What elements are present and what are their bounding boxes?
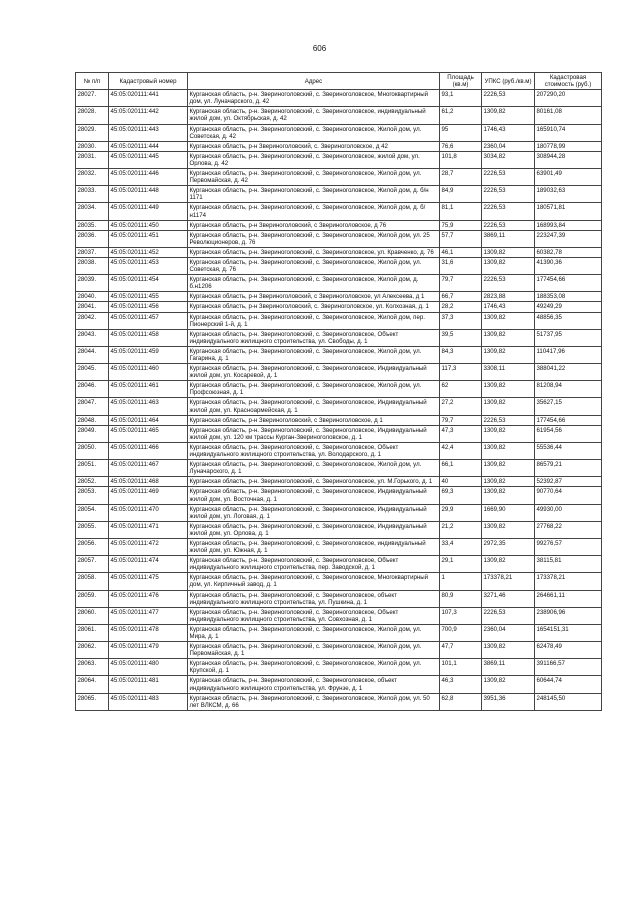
cell-num: 28065. (76, 693, 109, 710)
cell-upks: 3951,36 (482, 693, 535, 710)
table-row (76, 329, 602, 346)
page-number: 606 (312, 44, 327, 53)
cell-cadastral-number: 45:05:020111:444 (109, 141, 188, 151)
cell-cadastral-cost: 1654151,31 (535, 624, 602, 641)
cell-cadastral-number: 45:05:020111:453 (109, 257, 188, 274)
table-row (76, 607, 602, 624)
cell-num: 28046. (76, 381, 109, 398)
cell-area: 76,6 (440, 141, 482, 151)
cell-address: Курганская область, р-н. Звериноголовский, с. Звериноголовское, Индивидуальный жилой дом, ул. 120 км трассы Курган-Звериноголовское, д. 1 (188, 425, 440, 442)
cell-cadastral-cost: 207290,20 (535, 90, 602, 107)
cell-cadastral-cost: 391166,57 (535, 659, 602, 676)
cell-cadastral-number: 45:05:020111:474 (109, 556, 188, 573)
cell-cadastral-cost: 388041,22 (535, 364, 602, 381)
cell-upks: 2360,04 (482, 624, 535, 641)
cell-cadastral-cost: 189032,63 (535, 186, 602, 203)
cell-address: Курганская область, р-н. Звериноголовский, с. Звериноголовское, Жилой дом, ул. Луначарского, д. 1 (188, 460, 440, 477)
cell-cadastral-cost: 60382,78 (535, 247, 602, 257)
cell-num: 28060. (76, 607, 109, 624)
cell-upks: 1669,90 (482, 504, 535, 521)
table-row (76, 247, 602, 257)
cell-address: Курганская область, р-н. Звериноголовский, с. Звериноголовское, ул. М.Горького, д. 1 (188, 477, 440, 487)
cell-upks: 1309,82 (482, 329, 535, 346)
table-row (76, 107, 602, 124)
cell-cadastral-number: 45:05:020111:472 (109, 538, 188, 555)
cell-address: Курганская область, р-н Звериноголовский, с Звериноголовское, д 76 (188, 220, 440, 230)
cell-upks: 1309,82 (482, 556, 535, 573)
cell-upks: 2226,53 (482, 275, 535, 292)
table-row (76, 538, 602, 555)
cell-upks: 1746,43 (482, 124, 535, 141)
table-row (76, 186, 602, 203)
cell-area: 28,7 (440, 169, 482, 186)
cell-cadastral-cost: 173378,21 (535, 573, 602, 590)
cell-upks: 173378,21 (482, 573, 535, 590)
cell-num: 28045. (76, 364, 109, 381)
cell-address: Курганская область, р-н. Звериноголовский, с. Звериноголовское, Жилой дом, ул. 25 Революционеров, д. 76 (188, 230, 440, 247)
cell-num: 28054. (76, 504, 109, 521)
cell-area: 28,2 (440, 302, 482, 312)
table-row (76, 292, 602, 302)
table-row (76, 230, 602, 247)
cell-upks: 2226,53 (482, 186, 535, 203)
cell-num: 28063. (76, 659, 109, 676)
table-row (76, 590, 602, 607)
cell-cadastral-cost: 308944,28 (535, 151, 602, 168)
cell-address: Курганская область, р-н. Звериноголовский, с. Звериноголовское, Жилой дом, ул. Крупской, д. 1 (188, 659, 440, 676)
cell-area: 27,2 (440, 398, 482, 415)
cell-cadastral-number: 45:05:020111:464 (109, 415, 188, 425)
cell-cadastral-cost: 62478,49 (535, 642, 602, 659)
cell-num: 28044. (76, 346, 109, 363)
cell-upks: 2226,53 (482, 220, 535, 230)
cell-address: Курганская область, р-н Звериноголовский, с. Звериноголовское, ул. Колхозная, д. 1 (188, 302, 440, 312)
table-row (76, 302, 602, 312)
cell-address: Курганская область, р-н. Звериноголовский, с. Звериноголовское, Жилой дом, ул. Советская, д. 42 (188, 124, 440, 141)
cell-address: Курганская область, р-н. Звериноголовский, с. Звериноголовское, Жилой дом, ул. Первомайская, д. 1 (188, 642, 440, 659)
cell-address: Курганская область, р-н Звериноголовский, с Звериноголовское, ул Алексеева, д 1 (188, 292, 440, 302)
header-address: Адрес (188, 73, 440, 90)
cell-num: 28056. (76, 538, 109, 555)
table-row (76, 124, 602, 141)
cell-num: 28041. (76, 302, 109, 312)
cell-num: 28043. (76, 329, 109, 346)
cell-address: Курганская область, р-н. Звериноголовский, с. Звериноголовское, Индивидуальный жилой дом, ул. Косаревой, д. 1 (188, 364, 440, 381)
cell-area: 42,4 (440, 442, 482, 459)
cell-area: 46,3 (440, 676, 482, 693)
cell-cadastral-cost: 80161,08 (535, 107, 602, 124)
cell-cadastral-cost: 177454,66 (535, 275, 602, 292)
cell-address: Курганская область, р-н. Звериноголовский, с. Звериноголовское, объект индивидуального жилищного строительства, ул. Пушкина, д. 1 (188, 590, 440, 607)
cell-cadastral-number: 45:05:020111:451 (109, 230, 188, 247)
cell-address: Курганская область, р-н. Звериноголовский, с. Звериноголовское, Жилой дом, ул. 50 лет ВЛКСМ, д. 66 (188, 693, 440, 710)
cell-cadastral-number: 45:05:020111:456 (109, 302, 188, 312)
cell-upks: 2226,53 (482, 415, 535, 425)
table-row (76, 381, 602, 398)
cell-upks: 1746,43 (482, 302, 535, 312)
cell-upks: 2823,88 (482, 292, 535, 302)
cell-address: Курганская область, р-н Звериноголовский, с Звериноголовское, д 1 (188, 415, 440, 425)
cell-address: Курганская область, р-н. Звериноголовский, с. Звериноголовское, объект индивидуального жилищного строительства, ул. Фрунзе, д. 1 (188, 676, 440, 693)
cell-cadastral-number: 45:05:020111:460 (109, 364, 188, 381)
cell-area: 66,7 (440, 292, 482, 302)
cell-num: 28028. (76, 107, 109, 124)
cell-address: Курганская область, р-н. Звериноголовский, с. Звериноголовское, Жилой дом, д. б/н1174 (188, 203, 440, 220)
table-row (76, 415, 602, 425)
cell-cadastral-cost: 177454,66 (535, 415, 602, 425)
cell-num: 28039. (76, 275, 109, 292)
cell-num: 28059. (76, 590, 109, 607)
table-row (76, 693, 602, 710)
header-upks: УПКС (руб./кв.м) (482, 73, 535, 90)
cell-cadastral-number: 45:05:020111:468 (109, 477, 188, 487)
table-row (76, 573, 602, 590)
cell-upks: 1309,82 (482, 398, 535, 415)
cell-cadastral-cost: 35627,15 (535, 398, 602, 415)
cell-upks: 2972,35 (482, 538, 535, 555)
cell-upks: 2226,53 (482, 169, 535, 186)
cell-area: 21,2 (440, 521, 482, 538)
table-row (76, 90, 602, 107)
cell-upks: 3869,11 (482, 659, 535, 676)
cell-cadastral-cost: 49930,00 (535, 504, 602, 521)
cell-address: Курганская область, р-н. Звериноголовский, с. Звериноголовское, Жилой дом, пер. Пионерский 1-й, д. 1 (188, 312, 440, 329)
cell-num: 28029. (76, 124, 109, 141)
cell-num: 28064. (76, 676, 109, 693)
cell-area: 47,7 (440, 642, 482, 659)
table-row (76, 257, 602, 274)
cell-upks: 1309,82 (482, 425, 535, 442)
cell-upks: 3271,46 (482, 590, 535, 607)
cell-address: Курганская область, р-н. Звериноголовский, с. Звериноголовское, Жилой дом, ул. Мира, д. 1 (188, 624, 440, 641)
table-row (76, 220, 602, 230)
cell-area: 84,9 (440, 186, 482, 203)
cell-cadastral-cost: 61954,56 (535, 425, 602, 442)
cell-cadastral-number: 45:05:020111:478 (109, 624, 188, 641)
cell-area: 29,9 (440, 504, 482, 521)
cell-area: 37,3 (440, 312, 482, 329)
cell-cadastral-number: 45:05:020111:452 (109, 247, 188, 257)
cell-cadastral-number: 45:05:020111:476 (109, 590, 188, 607)
cell-cadastral-cost: 51737,95 (535, 329, 602, 346)
cell-address: Курганская область, р-н. Звериноголовский, с. Звериноголовское, Многоквартирный дом, ул. Кирпичный завод, д. 1 (188, 573, 440, 590)
cell-num: 28051. (76, 460, 109, 477)
cell-num: 28038. (76, 257, 109, 274)
table-row (76, 504, 602, 521)
table-row (76, 477, 602, 487)
cell-address: Курганская область, р-н. Звериноголовский, с. Звериноголовское, Индивидуальный жилой дом, ул. Восточная, д. 1 (188, 487, 440, 504)
cell-address: Курганская область, р-н. Звериноголовский, с. Звериноголовское, Индивидуальный жилой дом, ул. Орлова, д. 1 (188, 521, 440, 538)
cell-num: 28033. (76, 186, 109, 203)
table-row (76, 676, 602, 693)
cell-cadastral-number: 45:05:020111:455 (109, 292, 188, 302)
cell-cadastral-number: 45:05:020111:461 (109, 381, 188, 398)
cell-cadastral-number: 45:05:020111:457 (109, 312, 188, 329)
cell-cadastral-number: 45:05:020111:471 (109, 521, 188, 538)
cell-cadastral-cost: 27768,22 (535, 521, 602, 538)
cell-cadastral-number: 45:05:020111:469 (109, 487, 188, 504)
cell-address: Курганская область, р-н. Звериноголовский, с. Звериноголовское, Объект индивидуального жилищного строительства, ул. Свободы, д. 1 (188, 329, 440, 346)
cell-area: 31,6 (440, 257, 482, 274)
cell-address: Курганская область, р-н. Звериноголовский, с. Звериноголовское, Многоквартирный дом, ул. Луначарского, д. 42 (188, 90, 440, 107)
cell-num: 28058. (76, 573, 109, 590)
table-row (76, 398, 602, 415)
cell-address: Курганская область, р-н. Звериноголовский, с. Звериноголовское, Жилой дом, ул. Гагарина, д. 1 (188, 346, 440, 363)
cell-cadastral-cost: 110417,96 (535, 346, 602, 363)
cell-address: Курганская область, р-н. Звериноголовский, с. Звериноголовское, Индивидуальный жилой дом, ул. Красноармейская, д. 1 (188, 398, 440, 415)
table-row (76, 151, 602, 168)
cell-upks: 1309,82 (482, 642, 535, 659)
cell-cadastral-number: 45:05:020111:481 (109, 676, 188, 693)
cell-cadastral-cost: 180778,99 (535, 141, 602, 151)
table-row (76, 275, 602, 292)
cell-address: Курганская область, р-н. Звериноголовский, с. Звериноголовское, Объект индивидуального жилищного строительства, ул. Совхозная, д. 1 (188, 607, 440, 624)
table-row (76, 442, 602, 459)
cell-cadastral-cost: 48856,35 (535, 312, 602, 329)
cell-cadastral-cost: 248145,50 (535, 693, 602, 710)
table-body (76, 90, 602, 711)
cell-upks: 1309,82 (482, 381, 535, 398)
cell-cadastral-number: 45:05:020111:443 (109, 124, 188, 141)
cell-cadastral-number: 45:05:020111:470 (109, 504, 188, 521)
cell-cadastral-cost: 60644,74 (535, 676, 602, 693)
cell-cadastral-number: 45:05:020111:449 (109, 203, 188, 220)
cell-num: 28049. (76, 425, 109, 442)
table-header-row (76, 73, 602, 90)
cell-upks: 1309,82 (482, 312, 535, 329)
cell-address: Курганская область, р-н. Звериноголовский, с. Звериноголовское, Объект индивидуального жилищного строительства, ул. Володарского, д. 1 (188, 442, 440, 459)
cell-num: 28030. (76, 141, 109, 151)
cell-cadastral-number: 45:05:020111:446 (109, 169, 188, 186)
cell-area: 117,3 (440, 364, 482, 381)
cell-area: 81,1 (440, 203, 482, 220)
cell-num: 28032. (76, 169, 109, 186)
cell-address: Курганская область, р-н. Звериноголовский, с. Звериноголовское, Жилой дом, ул. Советская, д. 76 (188, 257, 440, 274)
cell-cadastral-number: 45:05:020111:475 (109, 573, 188, 590)
table-row (76, 487, 602, 504)
cell-area: 95 (440, 124, 482, 141)
cell-address: Курганская область, р-н. Звериноголовский, с. Звериноголовское, индивидуальный жилой дом, ул. Южная, д. 1 (188, 538, 440, 555)
cell-cadastral-cost: 41390,36 (535, 257, 602, 274)
cell-area: 84,3 (440, 346, 482, 363)
cell-cadastral-cost: 55536,44 (535, 442, 602, 459)
cell-cadastral-cost: 180571,81 (535, 203, 602, 220)
cell-upks: 1309,82 (482, 442, 535, 459)
cell-cadastral-cost: 52392,87 (535, 477, 602, 487)
table-row (76, 203, 602, 220)
header-area: Площадь (кв.м) (440, 73, 482, 90)
table-row (76, 364, 602, 381)
cell-num: 28047. (76, 398, 109, 415)
table-row (76, 642, 602, 659)
cell-num: 28035. (76, 220, 109, 230)
header-num: № п/п (76, 73, 109, 90)
cell-address: Курганская область, р-н. Звериноголовский, с. Звериноголовское, жилой дом, ул. Орлова, д. 42 (188, 151, 440, 168)
cell-num: 28053. (76, 487, 109, 504)
cell-cadastral-cost: 238906,96 (535, 607, 602, 624)
table-row (76, 425, 602, 442)
cell-area: 39,5 (440, 329, 482, 346)
cell-address: Курганская область, р-н Звериноголовский, с. Звериноголовское, д 42 (188, 141, 440, 151)
cell-cadastral-number: 45:05:020111:459 (109, 346, 188, 363)
cell-area: 57,7 (440, 230, 482, 247)
cell-address: Курганская область, р-н. Звериноголовский, с. Звериноголовское, Объект индивидуального жилищного строительства, пер. Заводской, д. 1 (188, 556, 440, 573)
cell-upks: 1309,82 (482, 477, 535, 487)
cell-address: Курганская область, р-н. Звериноголовский, с. Звериноголовское, Жилой дом, д. б/н 1171 (188, 186, 440, 203)
cell-num: 28057. (76, 556, 109, 573)
cell-num: 28037. (76, 247, 109, 257)
cell-cadastral-cost: 165910,74 (535, 124, 602, 141)
cell-cadastral-cost: 63901,49 (535, 169, 602, 186)
cell-upks: 1309,82 (482, 676, 535, 693)
cell-num: 28048. (76, 415, 109, 425)
cell-cadastral-cost: 86579,21 (535, 460, 602, 477)
cell-num: 28061. (76, 624, 109, 641)
cell-num: 28036. (76, 230, 109, 247)
cell-address: Курганская область, р-н. Звериноголовский, с. Звериноголовское, Жилой дом, ул. Первомайская, д. 42 (188, 169, 440, 186)
cell-upks: 2226,53 (482, 607, 535, 624)
cell-cadastral-number: 45:05:020111:465 (109, 425, 188, 442)
cell-address: Курганская область, р-н. Звериноголовский, с. Звериноголовское, ул. Кравченко, д. 76 (188, 247, 440, 257)
cell-cadastral-number: 45:05:020111:458 (109, 329, 188, 346)
cell-upks: 2226,53 (482, 90, 535, 107)
cell-num: 28062. (76, 642, 109, 659)
cell-upks: 1309,82 (482, 521, 535, 538)
cell-upks: 2226,53 (482, 203, 535, 220)
cell-area: 40 (440, 477, 482, 487)
cell-address: Курганская область, р-н. Звериноголовский, с. Звериноголовское, Жилой дом, д. б.н1206 (188, 275, 440, 292)
cell-area: 33,4 (440, 538, 482, 555)
cell-area: 62,8 (440, 693, 482, 710)
table-row (76, 346, 602, 363)
cell-area: 62 (440, 381, 482, 398)
cell-upks: 3034,82 (482, 151, 535, 168)
cell-cadastral-number: 45:05:020111:477 (109, 607, 188, 624)
cell-area: 101,1 (440, 659, 482, 676)
cell-upks: 1309,82 (482, 257, 535, 274)
cell-cadastral-cost: 90770,64 (535, 487, 602, 504)
cell-upks: 1309,82 (482, 346, 535, 363)
cell-cadastral-number: 45:05:020111:445 (109, 151, 188, 168)
table-row (76, 624, 602, 641)
cell-area: 80,9 (440, 590, 482, 607)
cell-num: 28031. (76, 151, 109, 168)
cell-upks: 3869,11 (482, 230, 535, 247)
table-row (76, 312, 602, 329)
cell-area: 29,1 (440, 556, 482, 573)
cell-num: 28052. (76, 477, 109, 487)
cell-cadastral-number: 45:05:020111:448 (109, 186, 188, 203)
cell-cadastral-number: 45:05:020111:479 (109, 642, 188, 659)
cell-area: 61,2 (440, 107, 482, 124)
cell-num: 28040. (76, 292, 109, 302)
cell-cadastral-number: 45:05:020111:483 (109, 693, 188, 710)
cell-upks: 2360,04 (482, 141, 535, 151)
cell-upks: 1309,82 (482, 460, 535, 477)
cell-cadastral-number: 45:05:020111:480 (109, 659, 188, 676)
cell-area: 66,1 (440, 460, 482, 477)
table-row (76, 460, 602, 477)
cell-num: 28034. (76, 203, 109, 220)
cell-cadastral-cost: 38115,81 (535, 556, 602, 573)
cell-area: 46,1 (440, 247, 482, 257)
cell-cadastral-number: 45:05:020111:450 (109, 220, 188, 230)
cell-address: Курганская область, р-н. Звериноголовский, с. Звериноголовское, Жилой дом, ул. Профсоюзная, д. 1 (188, 381, 440, 398)
cell-address: Курганская область, р-н. Звериноголовский, с. Звериноголовское, Индивидуальный жилой дом, ул. Логовая, д. 1 (188, 504, 440, 521)
header-cadastral-number: Кадастровый номер (109, 73, 188, 90)
cell-area: 47,3 (440, 425, 482, 442)
cell-num: 28042. (76, 312, 109, 329)
table-row (76, 659, 602, 676)
header-cadastral-cost: Кадастровая стоимость (руб.) (535, 73, 602, 90)
cell-area: 1 (440, 573, 482, 590)
cell-cadastral-cost: 168993,84 (535, 220, 602, 230)
cell-num: 28055. (76, 521, 109, 538)
cell-cadastral-number: 45:05:020111:442 (109, 107, 188, 124)
cell-cadastral-cost: 264661,11 (535, 590, 602, 607)
cell-cadastral-number: 45:05:020111:466 (109, 442, 188, 459)
cell-area: 69,3 (440, 487, 482, 504)
table-row (76, 169, 602, 186)
cadastral-table (75, 72, 602, 711)
cell-area: 79,7 (440, 275, 482, 292)
cell-area: 93,1 (440, 90, 482, 107)
cell-cadastral-number: 45:05:020111:467 (109, 460, 188, 477)
cell-cadastral-number: 45:05:020111:454 (109, 275, 188, 292)
cell-cadastral-cost: 223247,39 (535, 230, 602, 247)
table-row (76, 556, 602, 573)
cell-cadastral-cost: 188353,08 (535, 292, 602, 302)
cell-cadastral-number: 45:05:020111:441 (109, 90, 188, 107)
cell-cadastral-number: 45:05:020111:463 (109, 398, 188, 415)
cell-area: 700,9 (440, 624, 482, 641)
cell-num: 28027. (76, 90, 109, 107)
cell-area: 101,8 (440, 151, 482, 168)
cell-cadastral-cost: 99276,57 (535, 538, 602, 555)
cell-cadastral-cost: 49249,29 (535, 302, 602, 312)
cell-num: 28050. (76, 442, 109, 459)
cell-upks: 1309,82 (482, 247, 535, 257)
cell-address: Курганская область, р-н. Звериноголовский, с. Звериноголовское, индивидуальный жилой дом, ул. Октябрьская, д. 42 (188, 107, 440, 124)
table-row (76, 521, 602, 538)
cell-area: 75,9 (440, 220, 482, 230)
cell-upks: 1309,82 (482, 107, 535, 124)
cell-cadastral-cost: 81208,94 (535, 381, 602, 398)
table-row (76, 141, 602, 151)
cell-upks: 3308,11 (482, 364, 535, 381)
cell-area: 107,3 (440, 607, 482, 624)
cell-upks: 1309,82 (482, 487, 535, 504)
cell-area: 79,7 (440, 415, 482, 425)
